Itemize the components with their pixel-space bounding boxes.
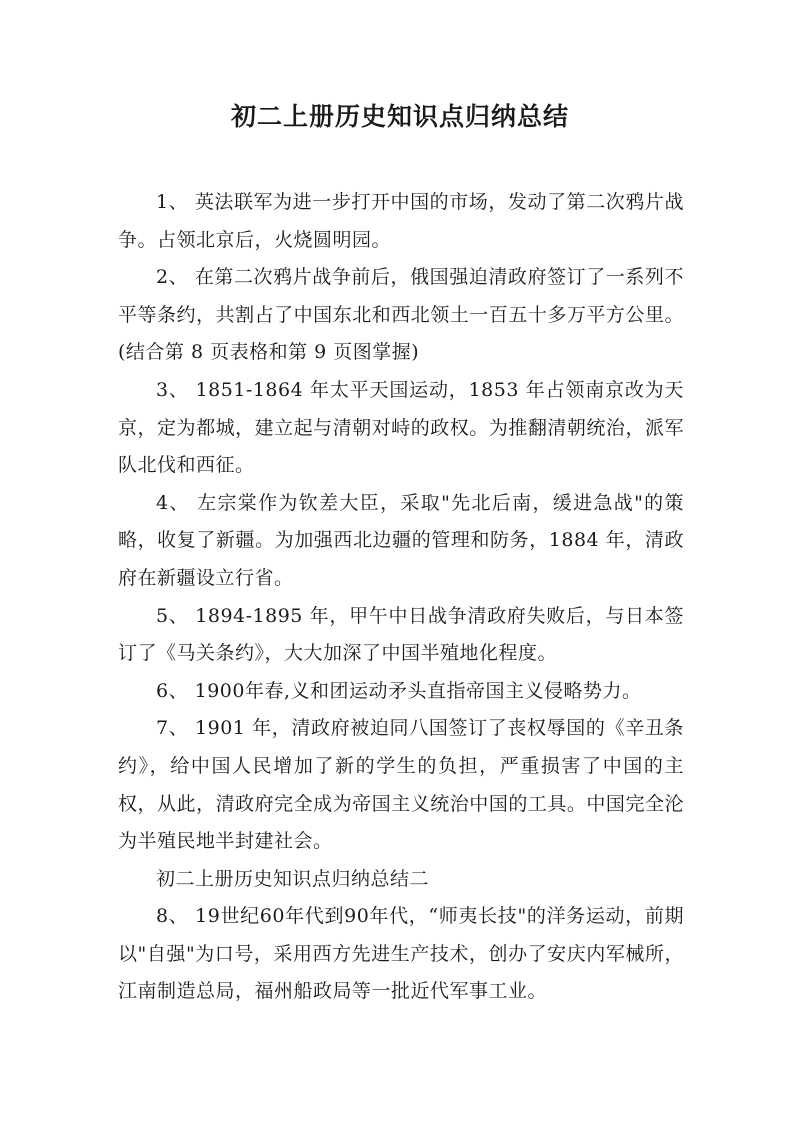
paragraph-1: 1、 英法联军为进一步打开中国的市场，发动了第二次鸦片战争。占领北京后，火烧圆明园。 bbox=[118, 191, 684, 251]
document-body bbox=[118, 184, 684, 1011]
paragraph-5: 5、 1894-1895 年，甲午中日战争清政府失败后，与日本签订了《马关条约》，大大加深了中国半殖地化程度。 bbox=[118, 604, 684, 665]
paragraph-4: 4、 左宗棠作为钦差大臣，采取"先北后南，缓进急战"的策略，收复了新疆。为加强西北边疆的管理和防务，1884 年，清政府在新疆设立行省。 bbox=[118, 491, 684, 589]
paragraph-7: 7、 1901 年，清政府被迫同八国签订了丧权辱国的《辛丑条约》，给中国人民增加了新的学生的负担，严重损害了中国的主权，从此，清政府完全成为帝国主义统治中国的工具。中国完全沦为半殖民地半封建社会。 bbox=[118, 717, 684, 853]
paragraph-6: 6、 1900年春,义和团运动矛头直指帝国主义侵略势力。 bbox=[156, 679, 642, 702]
section-subtitle: 初二上册历史知识点归纳总结二 bbox=[156, 867, 430, 890]
document-title: 初二上册历史知识点归纳总结 bbox=[230, 102, 569, 131]
paragraph-8: 8、 19世纪60年代到90年代，“师夷长技"的洋务运动，前期以"自强"为口号，采用西方先进生产技术，创办了安庆内军械所，江南制造总局，福州船政局等一批近代军事工业。 bbox=[118, 905, 684, 1003]
paragraph-3: 3、 1851-1864 年太平天国运动，1853 年占领南京改为天京，定为都城，建立起与清朝对峙的政权。为推翻清朝统治，派军队北伐和西征。 bbox=[118, 378, 684, 477]
paragraph-2: 2、 在第二次鸦片战争前后，俄国强迫清政府签订了一系列不平等条约，共割占了中国东北和西北领土一百五十多万平方公里。(结合第 8 页表格和第 9 页图掌握) bbox=[118, 266, 684, 364]
